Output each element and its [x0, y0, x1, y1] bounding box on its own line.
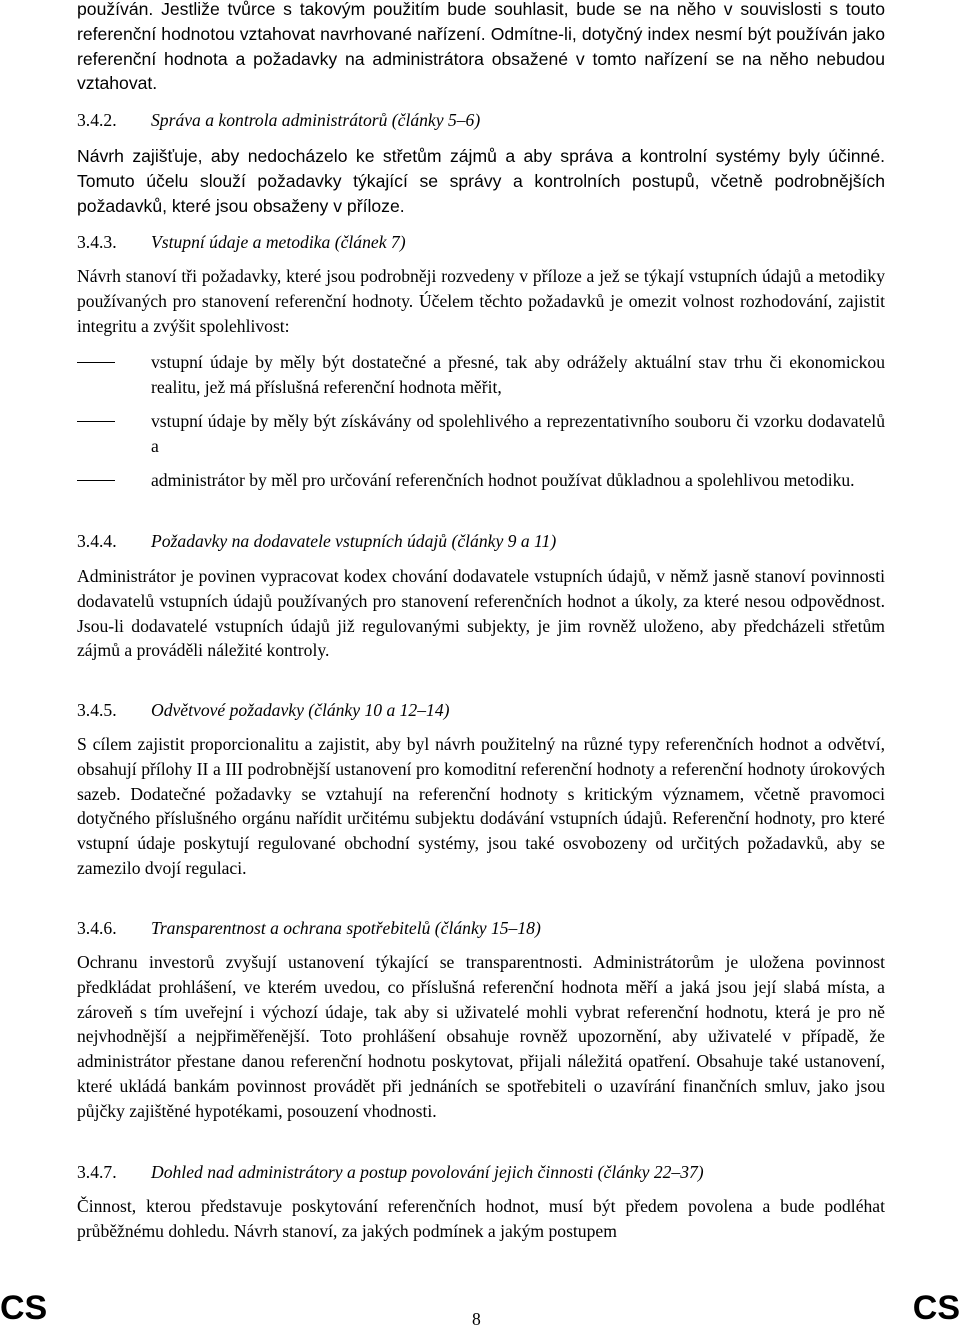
section-title: Transparentnost a ochrana spotřebitelů (články 15–18)	[151, 918, 541, 938]
list-item-text: administrátor by měl pro určování referenčních hodnot používat důkladnou a spolehlivou metodiku.	[151, 470, 855, 490]
top-paragraph: používán. Jestliže tvůrce s takovým použitím bude souhlasit, bude se na něho v souvislosti s touto referenční hodnotou vztahovat navrhované nařízení. Odmítne-li, dotyčný index nesmí být používán jako referenční hodnota a požadavky na administrátora obsažené v tomto nařízení se na něho nebudou vztahovat.	[77, 0, 885, 94]
section-number: 3.4.4.	[77, 531, 117, 551]
section-heading-3-4-2	[77, 108, 885, 132]
section-number: 3.4.3.	[77, 232, 117, 252]
section-paragraph-3-4-4: Administrátor je povinen vypracovat kodex chování dodavatele vstupních údajů, v němž jasně stanoví povinnosti dodavatelů vstupních údajů používaných pro stanovení referenčních hodnot a úkoly, za které nesou odpovědnost. Jsou-li dodavatelé vstupních údajů již regulovanými subjekty, je jim rovněž uloženo, aby předcházeli střetům zájmů a prováděli náležité kontroly.	[77, 566, 885, 661]
dash-bullet-icon	[77, 362, 115, 363]
section-number: 3.4.6.	[77, 918, 117, 938]
section-paragraph-3-4-7: Činnost, kterou představuje poskytování referenčních hodnot, musí být předem povolena a bude podléhat průběžnému dohledu. Návrh stanoví, za jakých podmínek a jakým postupem	[77, 1196, 885, 1241]
section-title: Požadavky na dodavatele vstupních údajů (články 9 a 11)	[151, 531, 557, 551]
section-title: Odvětvové požadavky (články 10 a 12–14)	[151, 700, 450, 720]
section-number: 3.4.5.	[77, 700, 117, 720]
page-number: 8	[472, 1309, 481, 1329]
section-title: Správa a kontrola administrátorů (články 5–6)	[151, 110, 481, 130]
footer-language-code-left: CS	[0, 1289, 48, 1327]
section-heading-3-4-3	[77, 230, 885, 254]
footer-language-code-right: CS	[912, 1289, 960, 1327]
list-item-text: vstupní údaje by měly být získávány od spolehlivého a reprezentativního souboru či vzorku dodavatelů a	[151, 411, 885, 456]
section-title: Dohled nad administrátory a postup povolování jejich činnosti (články 22–37)	[151, 1162, 704, 1182]
section-paragraph-3-4-2: Návrh zajišťuje, aby nedocházelo ke střetům zájmů a aby správa a kontrolní systémy byly účinné. Tomuto účelu slouží požadavky týkající se správy a kontrolních postupů, včetně podrobnějších požadavků, které jsou obsaženy v příloze.	[77, 146, 885, 216]
section-paragraph-3-4-5: S cílem zajistit proporcionalitu a zajistit, aby byl návrh použitelný na různé typy referenčních hodnot a odvětví, obsahují přílohy II a III podrobnější ustanovení pro komoditní referenční hodnoty a referenční hodnoty úrokových sazeb. Dodatečné požadavky se vztahují na referenční hodnoty s kritickým významem, včetně pravomoci dotyčného příslušného orgánu nařídit určitému subjektu dodávání vstupních údajů. Referenční hodnoty, pro které vstupní údaje poskytují regulované obchodní systémy, jsou také osvobozeny od určitých požadavků, aby se zamezilo dvojí regulaci.	[77, 734, 885, 878]
section-paragraph-3-4-6: Ochranu investorů zvyšují ustanovení týkající se transparentnosti. Administrátorům je uložena povinnost předkládat prohlášení, ve kterém uvedou, co příslušná referenční hodnota měří a jaká jsou její slabá místa, a zároveň s tím uveřejní i výchozí údaje, tak aby si uživatelé mohli vybrat referenční hodnotu, která je pro ně nejvhodnější a nejpřiměřenější. Toto prohlášení obsahuje rovněž upozornění, aby uživatelé v případě, že administrátor přestane danou referenční hodnotu poskytovat, přijali náležitá opatření. Obsahuje také ustanovení, které ukládá bankám povinnost provádět při jednáních se spotřebiteli o uzavírání finančních smluv, jako jsou půjčky zajištěné hypotékami, posouzení vhodnosti.	[77, 952, 885, 1121]
section-heading-3-4-6	[77, 916, 885, 940]
dash-bullet-icon	[77, 421, 115, 422]
section-heading-3-4-7	[77, 1160, 885, 1184]
section-paragraph-3-4-3: Návrh stanoví tři požadavky, které jsou podrobněji rozvedeny v příloze a jež se týkají vstupních údajů a metodiky používaných pro stanovení referenční hodnoty. Účelem těchto požadavků je omezit volnost rozhodování, zajistit integritu a zvýšit spolehlivost:	[77, 266, 885, 336]
section-heading-3-4-5	[77, 698, 885, 722]
section-number: 3.4.2.	[77, 110, 117, 130]
list-item-text: vstupní údaje by měly být dostatečné a přesné, tak aby odrážely aktuální stav trhu či ekonomickou realitu, jež má příslušná referenční hodnota měřit,	[151, 352, 885, 397]
section-number: 3.4.7.	[77, 1162, 117, 1182]
section-heading-3-4-4	[77, 529, 885, 553]
section-title: Vstupní údaje a metodika (článek 7)	[151, 232, 406, 252]
dash-bullet-icon	[77, 480, 115, 481]
